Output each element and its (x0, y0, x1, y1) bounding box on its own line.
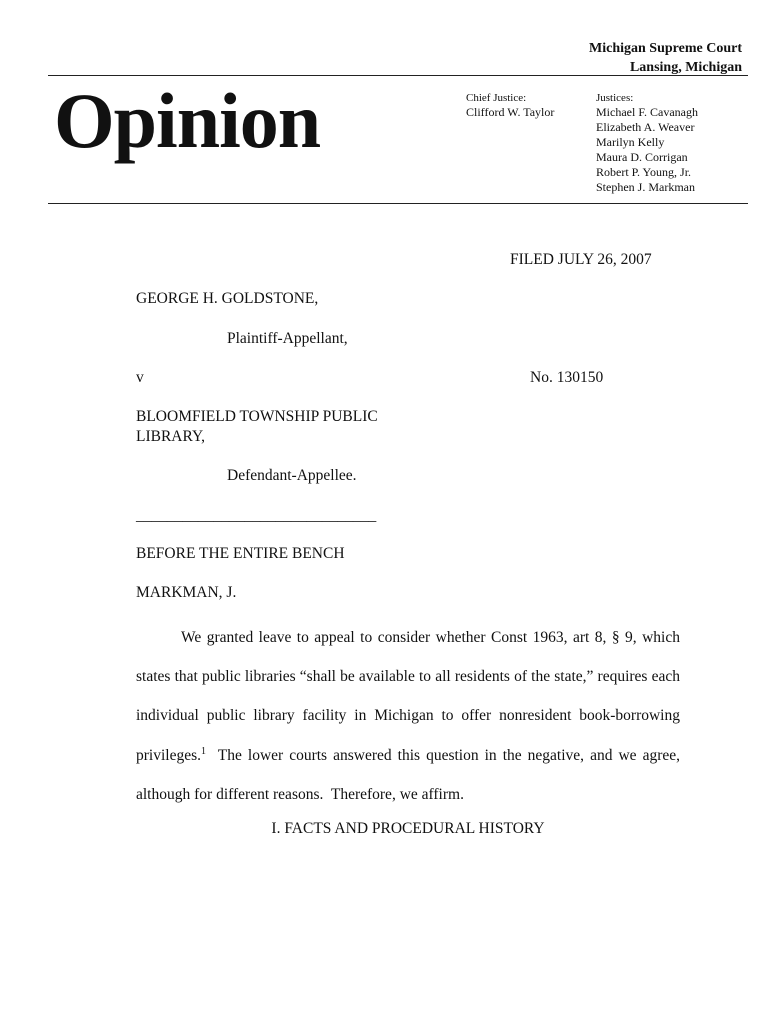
justice-name: Maura D. Corrigan (596, 150, 688, 164)
chief-justice-label: Chief Justice: (466, 92, 527, 104)
paragraph-text: We granted leave to appeal to consider whether Const 1963, art 8, § 9, which states that public libraries “shall be available to all residents of the state,” requires each individual public library facility in Michigan to offer nonresident book-borrowing privileges. (136, 629, 680, 764)
header-bottom-rule (48, 203, 748, 204)
section-heading: I. FACTS AND PROCEDURAL HISTORY (271, 820, 545, 837)
caption-separator: _______________________________ (136, 507, 377, 524)
justice-name: Stephen J. Markman (596, 180, 695, 194)
chief-justice-name: Clifford W. Taylor (466, 105, 555, 119)
plaintiff-role: Plaintiff-Appellant, (227, 330, 348, 347)
footnote-marker[interactable]: 1 (201, 745, 206, 757)
paragraph-text: The lower courts answered this question in the negative, and we agree, although for different reasons. Therefore, we affirm. (136, 746, 684, 803)
filed-date: FILED JULY 26, 2007 (510, 251, 652, 268)
opening-paragraph (136, 618, 684, 814)
versus: v (136, 369, 144, 386)
docket-number: No. 130150 (530, 369, 604, 386)
court-city: Lansing, Michigan (629, 60, 742, 75)
justice-name: Michael F. Cavanagh (596, 105, 699, 119)
justice-name: Elizabeth A. Weaver (596, 120, 695, 134)
document-title: Opinion (54, 77, 321, 164)
justices-label: Justices: (596, 92, 634, 104)
justice-name: Robert P. Young, Jr. (596, 165, 692, 179)
bench-line: BEFORE THE ENTIRE BENCH (136, 545, 345, 562)
defendant-role: Defendant-Appellee. (227, 467, 357, 484)
justices-list (596, 105, 698, 195)
defendant-name: BLOOMFIELD TOWNSHIP PUBLIC LIBRARY, (136, 408, 378, 445)
justice-name: Marilyn Kelly (596, 135, 665, 149)
opinion-author: MARKMAN, J. (136, 584, 237, 601)
court-name: Michigan Supreme Court (589, 41, 742, 56)
plaintiff-name: GEORGE H. GOLDSTONE, (136, 290, 319, 307)
header-top-rule (48, 75, 748, 76)
